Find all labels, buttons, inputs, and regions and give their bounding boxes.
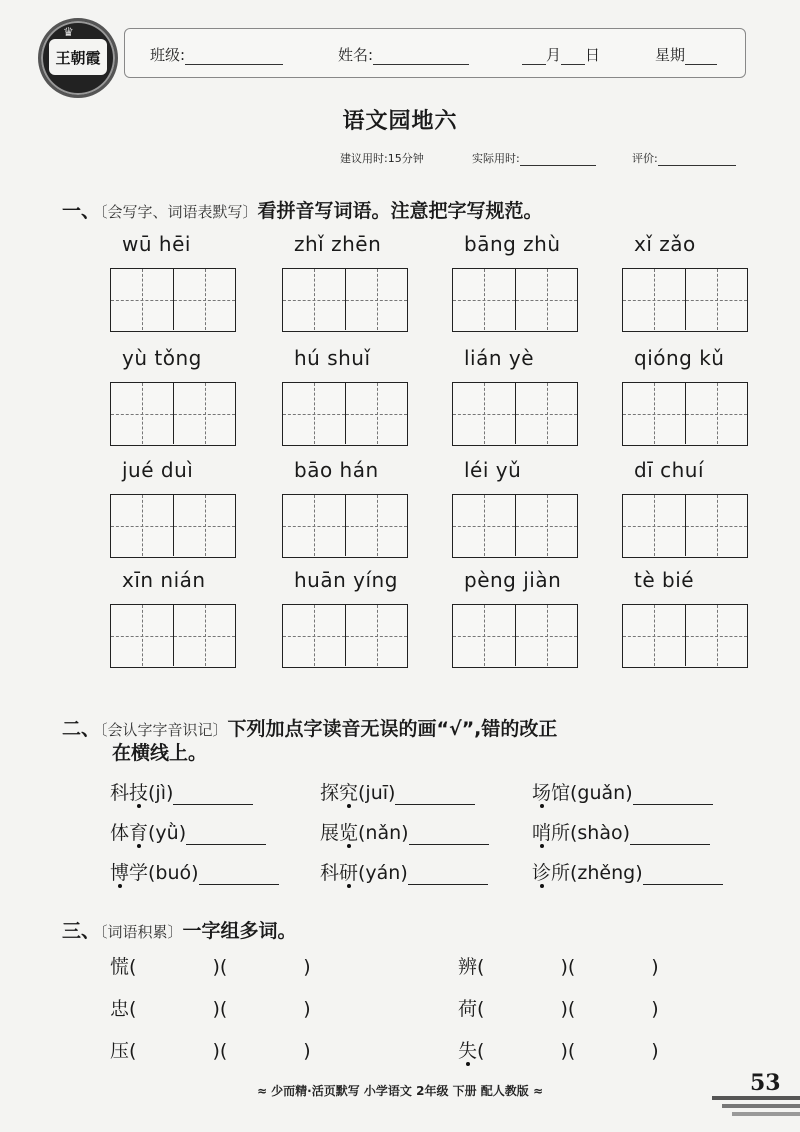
word-with-pinyin: 科技(jì) <box>110 782 174 804</box>
base-character: 辨 <box>458 956 478 978</box>
pinyin-prompt: bāo hán <box>294 458 379 482</box>
writing-box[interactable] <box>282 382 408 446</box>
publisher-logo <box>38 18 118 98</box>
tianzige-cell[interactable] <box>685 383 747 444</box>
pinyin-prompt: yù tǒng <box>122 346 202 370</box>
section1-heading: 一、〔会写字、词语表默写〕看拼音写词语。注意把字写规范。 <box>62 200 543 222</box>
actual-time-field: 实际用时: <box>472 150 596 166</box>
tianzige-cell[interactable] <box>111 605 173 666</box>
word-building-row: 压( )( ) <box>110 1040 311 1062</box>
tianzige-cell[interactable] <box>685 605 747 666</box>
crown-icon: ♛ <box>63 25 74 39</box>
tianzige-cell[interactable] <box>453 269 515 330</box>
emphasis-dot <box>540 884 544 888</box>
tianzige-cell[interactable] <box>283 269 345 330</box>
pinyin-prompt: hú shuǐ <box>294 346 371 370</box>
word-building-row: 辨( )( ) <box>458 956 659 978</box>
pronunciation-item <box>320 778 475 805</box>
page-decoration <box>722 1104 800 1108</box>
tianzige-cell[interactable] <box>283 495 345 556</box>
word-with-pinyin: 探究(juī) <box>320 782 396 804</box>
answer-blank[interactable] <box>630 827 710 845</box>
writing-box[interactable] <box>282 494 408 558</box>
actual-time-blank[interactable] <box>520 154 596 166</box>
answer-blank[interactable] <box>408 867 488 885</box>
emphasis-dot <box>347 884 351 888</box>
word-building-row: 慌( )( ) <box>110 956 311 978</box>
answer-blank[interactable] <box>186 827 266 845</box>
tianzige-cell[interactable] <box>453 605 515 666</box>
tianzige-cell[interactable] <box>623 269 685 330</box>
tianzige-cell[interactable] <box>623 383 685 444</box>
weekday-blank[interactable] <box>685 49 717 65</box>
writing-box[interactable] <box>282 604 408 668</box>
tianzige-cell[interactable] <box>515 605 577 666</box>
emphasis-dot <box>347 804 351 808</box>
tianzige-cell[interactable] <box>345 605 407 666</box>
class-field: 班级: <box>150 44 283 65</box>
month-blank[interactable] <box>522 49 546 65</box>
emphasis-dot <box>347 844 351 848</box>
tianzige-cell[interactable] <box>173 605 235 666</box>
page-decoration <box>732 1112 800 1116</box>
word-with-pinyin: 博学(buó) <box>110 862 199 884</box>
pronunciation-item <box>110 858 279 885</box>
tianzige-cell[interactable] <box>453 383 515 444</box>
word-with-pinyin: 体育(yǜ) <box>110 822 187 844</box>
word-building-row: 失( )( ) <box>458 1036 659 1063</box>
pronunciation-item <box>532 858 723 885</box>
word-building-row: 忠( )( ) <box>110 998 311 1020</box>
answer-blank[interactable] <box>633 787 713 805</box>
writing-box[interactable] <box>622 268 748 332</box>
pinyin-prompt: qióng kǔ <box>634 346 725 370</box>
section3-heading: 三、〔词语积累〕一字组多词。 <box>62 920 297 942</box>
tianzige-cell[interactable] <box>623 495 685 556</box>
pinyin-prompt: bāng zhù <box>464 232 561 256</box>
tianzige-cell[interactable] <box>111 495 173 556</box>
tianzige-cell[interactable] <box>173 495 235 556</box>
pinyin-prompt: tè bié <box>634 568 695 592</box>
day-blank[interactable] <box>561 49 585 65</box>
pinyin-prompt: pèng jiàn <box>464 568 562 592</box>
tianzige-cell[interactable] <box>345 269 407 330</box>
pinyin-prompt: dī chuí <box>634 458 705 482</box>
tianzige-cell[interactable] <box>173 383 235 444</box>
logo-text: 王朝霞 <box>49 39 107 75</box>
date-field: 月 日 <box>522 44 600 65</box>
writing-box[interactable] <box>622 382 748 446</box>
emphasis-dot <box>118 884 122 888</box>
answer-blank[interactable] <box>409 827 489 845</box>
writing-box[interactable] <box>282 268 408 332</box>
tianzige-cell[interactable] <box>515 383 577 444</box>
writing-box[interactable] <box>110 494 236 558</box>
rating-field: 评价: <box>632 150 736 166</box>
footer-text: ≈ 少而精·活页默写 小学语文 2年级 下册 配人教版 ≈ <box>256 1084 544 1098</box>
answer-blank[interactable] <box>643 867 723 885</box>
weekday-field: 星期 <box>655 44 717 65</box>
word-with-pinyin: 哨所(shào) <box>532 822 631 844</box>
tianzige-cell[interactable] <box>515 495 577 556</box>
base-character: 慌 <box>110 956 130 978</box>
tianzige-cell[interactable] <box>685 269 747 330</box>
pinyin-prompt: huān yíng <box>294 568 398 592</box>
emphasis-dot <box>466 1062 470 1066</box>
writing-box[interactable] <box>110 268 236 332</box>
pinyin-prompt: wū hēi <box>122 232 191 256</box>
word-building-row: 荷( )( ) <box>458 998 659 1020</box>
rating-blank[interactable] <box>658 154 736 166</box>
pronunciation-item <box>532 778 713 805</box>
name-field: 姓名: <box>338 44 469 65</box>
tianzige-cell[interactable] <box>623 605 685 666</box>
tianzige-cell[interactable] <box>173 269 235 330</box>
writing-box[interactable] <box>110 604 236 668</box>
page-decoration <box>712 1096 800 1100</box>
section2-heading-line2: 在横线上。 <box>112 742 208 764</box>
pinyin-prompt: zhǐ zhēn <box>294 232 382 256</box>
word-with-pinyin: 展览(nǎn) <box>320 822 409 844</box>
class-blank[interactable] <box>185 49 283 65</box>
pronunciation-item <box>320 818 489 845</box>
emphasis-dot <box>137 844 141 848</box>
tianzige-cell[interactable] <box>515 269 577 330</box>
pinyin-prompt: xǐ zǎo <box>634 232 696 256</box>
emphasis-dot <box>137 804 141 808</box>
pronunciation-item <box>110 778 253 805</box>
word-with-pinyin: 诊所(zhěng) <box>532 862 643 884</box>
writing-box[interactable] <box>452 494 578 558</box>
writing-box[interactable] <box>622 604 748 668</box>
pronunciation-item <box>532 818 710 845</box>
emphasis-dot <box>540 844 544 848</box>
pronunciation-item <box>110 818 266 845</box>
tianzige-cell[interactable] <box>111 269 173 330</box>
suggested-time: 建议用时:15分钟 <box>340 152 424 165</box>
tianzige-cell[interactable] <box>345 495 407 556</box>
page-number: 53 <box>750 1070 781 1096</box>
answer-blank[interactable] <box>199 867 279 885</box>
pinyin-prompt: léi yǔ <box>464 458 522 482</box>
word-with-pinyin: 场馆(guǎn) <box>532 782 633 804</box>
writing-box[interactable] <box>110 382 236 446</box>
pinyin-prompt: jué duì <box>122 458 194 482</box>
tianzige-cell[interactable] <box>345 383 407 444</box>
emphasis-dot <box>540 804 544 808</box>
base-character: 忠 <box>110 998 130 1020</box>
pinyin-prompt: xīn nián <box>122 568 206 592</box>
writing-box[interactable] <box>452 268 578 332</box>
name-blank[interactable] <box>373 49 469 65</box>
answer-blank[interactable] <box>395 787 475 805</box>
pronunciation-item <box>320 858 488 885</box>
pinyin-prompt: lián yè <box>464 346 535 370</box>
tianzige-cell[interactable] <box>453 495 515 556</box>
answer-blank[interactable] <box>173 787 253 805</box>
base-character: 荷 <box>458 998 478 1020</box>
writing-box[interactable] <box>452 604 578 668</box>
page-title: 语文园地六 <box>342 109 458 134</box>
base-character: 失 <box>458 1040 478 1062</box>
section2-heading: 二、〔会认字字音识记〕下列加点字读音无误的画“√”,错的改正 <box>62 718 558 740</box>
writing-box[interactable] <box>452 382 578 446</box>
base-character: 压 <box>110 1040 130 1062</box>
tianzige-cell[interactable] <box>283 605 345 666</box>
tianzige-cell[interactable] <box>685 495 747 556</box>
writing-box[interactable] <box>622 494 748 558</box>
tianzige-cell[interactable] <box>283 383 345 444</box>
tianzige-cell[interactable] <box>111 383 173 444</box>
word-with-pinyin: 科研(yán) <box>320 862 408 884</box>
